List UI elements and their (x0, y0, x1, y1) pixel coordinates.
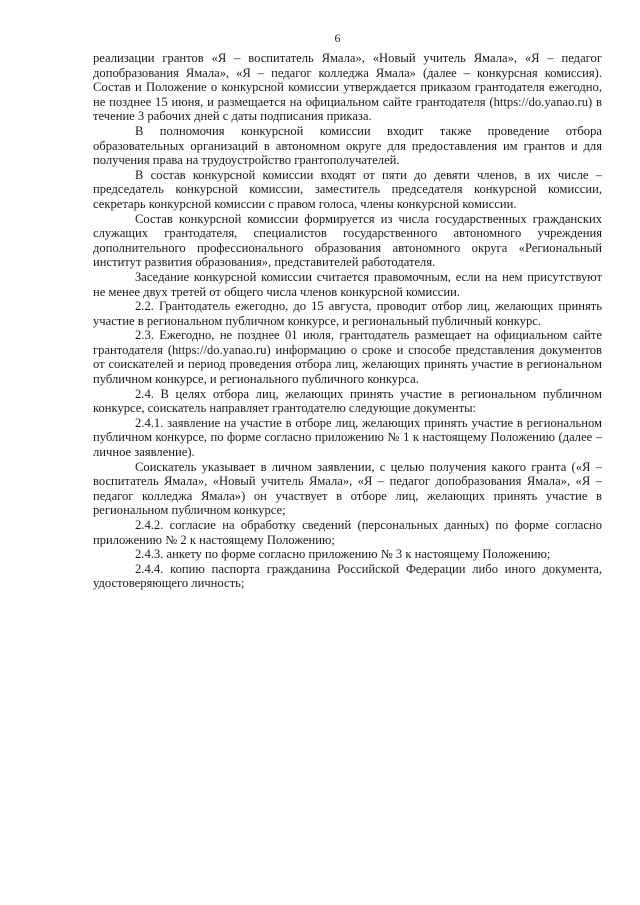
paragraph-2-4-3: 2.4.3. анкету по форме согласно приложению № 3 к настоящему Положению; (135, 547, 551, 562)
paragraph-2-4-4: 2.4.4. копию паспорта гражданина Российской Федерации либо иного документа, удостоверяющего личность; (93, 561, 602, 591)
paragraph-2-2: 2.2. Грантодатель ежегодно, до 15 августа, проводит отбор лиц, желающих принять участие в региональном публичном конкурсе, и региональный публичный конкурс. (93, 299, 602, 328)
paragraph-commission-powers: В полномочия конкурсной комиссии входит также проведение отбора образовательных организаций в автономном округе для предоставления им грантов и для получения права на трудоустройство грантополучателей. (93, 123, 602, 168)
paragraph-grant-choice: Соискатель указывает в личном заявлении, с целью получения какого гранта («Я – воспитатель Ямала», «Новый учитель Ямала», «Я – педагог допобразования Ямала», «Я – педагог колледжа Ямала») он участвует в отборе лиц, желающих принять участие в региональном публичном конкурсе; (93, 459, 602, 518)
paragraph-2-3: 2.3. Ежегодно, не позднее 01 июля, грантодатель размещает на официальном сайте грантодателя (https://do.yanao.ru) информацию о сроке и способе представления документов от соискателей и период проведения отбора лиц, желающих принять участие в региональном публичном конкурсе, и регионального публичного конкурса. (93, 328, 602, 387)
paragraph-continuation: реализации грантов «Я – воспитатель Ямала», «Новый учитель Ямала», «Я – педагог допобразования Ямала», «Я – педагог колледжа Ямала» (далее – конкурсная комиссия). Состав и Положение о конкурсной комиссии утверждается приказом грантодателя ежегодно, не позднее 15 июня, и размещается на официальном сайте грантодателя (https://do.yanao.ru) в течение 3 рабочих дней с даты подписания приказа. (93, 51, 602, 124)
paragraph-commission-members: В состав конкурсной комиссии входят от пяти до девяти членов, в их числе – председатель конкурсной комиссии, заместитель председателя конкурсной комиссии, секретарь конкурсной комиссии с правом голоса, члены конкурсной комиссии. (93, 167, 602, 211)
paragraph-2-4: 2.4. В целях отбора лиц, желающих принять участие в региональном публичном конкурсе, соискатель направляет грантодателю следующие документы: (93, 386, 602, 416)
paragraph-2-4-1: 2.4.1. заявление на участие в отборе лиц, желающих принять участие в региональном публичном конкурсе, по форме согласно приложению № 1 к настоящему Положению (далее – личное заявление). (93, 415, 602, 460)
page-number: 6 (334, 31, 341, 45)
paragraph-2-4-2: 2.4.2. согласие на обработку сведений (персональных данных) по форме согласно приложению № 2 к настоящему Положению; (93, 518, 602, 547)
paragraph-commission-composition: Состав конкурсной комиссии формируется из числа государственных гражданских служащих грантодателя, специалистов государственного автономного учреждения дополнительного профессионального образования автономного округа «Региональный институт развития образования», представителей работодателя. (93, 211, 602, 270)
paragraph-quorum: Заседание конкурсной комиссии считается правомочным, если на нем присутствуют не менее двух третей от общего числа членов конкурсной комиссии. (93, 269, 602, 299)
